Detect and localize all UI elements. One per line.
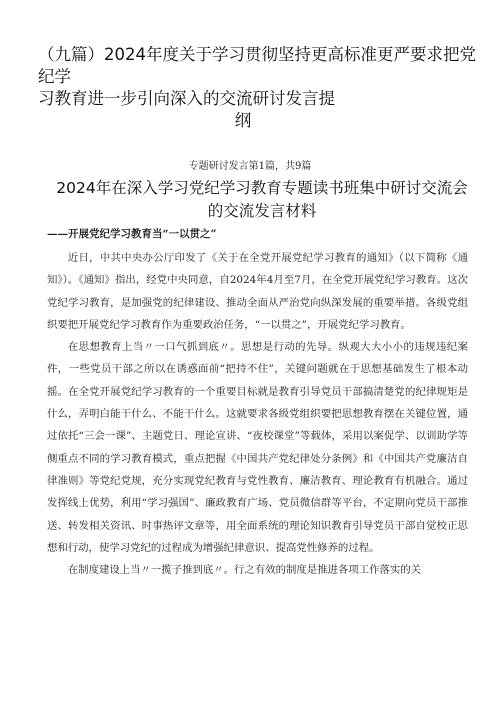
paragraph-3: 在制度建设上当〃一揽子推到底〃。行之有效的制度是推进各项工作落实的关 xyxy=(67,564,422,577)
title-line-2: 习教育进一步引向深入的交流研讨发言提 xyxy=(38,89,335,108)
paragraph-2: 在思想教育上当〃一口气抓到底〃。思想是行动的先导。纵观大大小小的违规违纪案件，一些党员干部之所以在诱惑面前“把持不住”，关键问题就在于思想基础发生了根本动摇。在全党开展党纪学习教育的一个重要目标就是教育引导党员干部搞清楚党的纪律规矩是什么，弄明白能干什么、不能干什么。这就要求各级党组织要把思想教育摆在关键位置，通过依托“三会一课”、主题党日、理论宣讲、“夜校课堂”等载体，采用以案促学、以训助学等侧重点不同的学习教育模式，重点把握《中国共产党纪律处分条例》和《中国共产党廉洁自律准则》等党纪党规，充分实现党纪教育与党性教育、廉洁教育、理论教育有机融合。通过发挥线上优势，利用“学习强国”、廉政教育广场、党员微信群等平台，不定期向党员干部推送、转发相关资讯、时事热评文章等，用全面系统的理论知识教育引导党员干部自觉校正思想和行动，使学习党纪的过程成为增强纪律意识、提高党性修养的过程。 xyxy=(47,341,468,554)
title-line-1: （九篇）2024年度关于学习贯彻坚持更高标准更严要求把党纪学 xyxy=(38,45,476,86)
document-title xyxy=(38,44,478,132)
speech-subtitle: ——开展党纪学习教育当“一以贯之” xyxy=(47,228,217,240)
speech-counter: 专题研讨发言第1篇，共9篇 xyxy=(188,161,312,172)
paragraph-1: 近日，中共中央办公厅印发了《关于在全党开展党纪学习教育的通知》（以下简称《通知》）。《通知》指出，经党中央同意，自2024年4月至7月，在全党开展党纪学习教育。这次党纪学习教育，是加强党的纪律建设、推动全面从严治党向纵深发展的重要举措。各级党组织要把开展党纪学习教育作为重要政治任务，“一以贯之”，开展党纪学习教育。 xyxy=(47,252,468,331)
title-line-3: 纲 xyxy=(234,111,252,130)
body-text xyxy=(47,247,468,581)
speech-title: 2024年在深入学习党纪学习教育专题读书班集中研讨交流会的交流发言材料 xyxy=(56,179,468,220)
